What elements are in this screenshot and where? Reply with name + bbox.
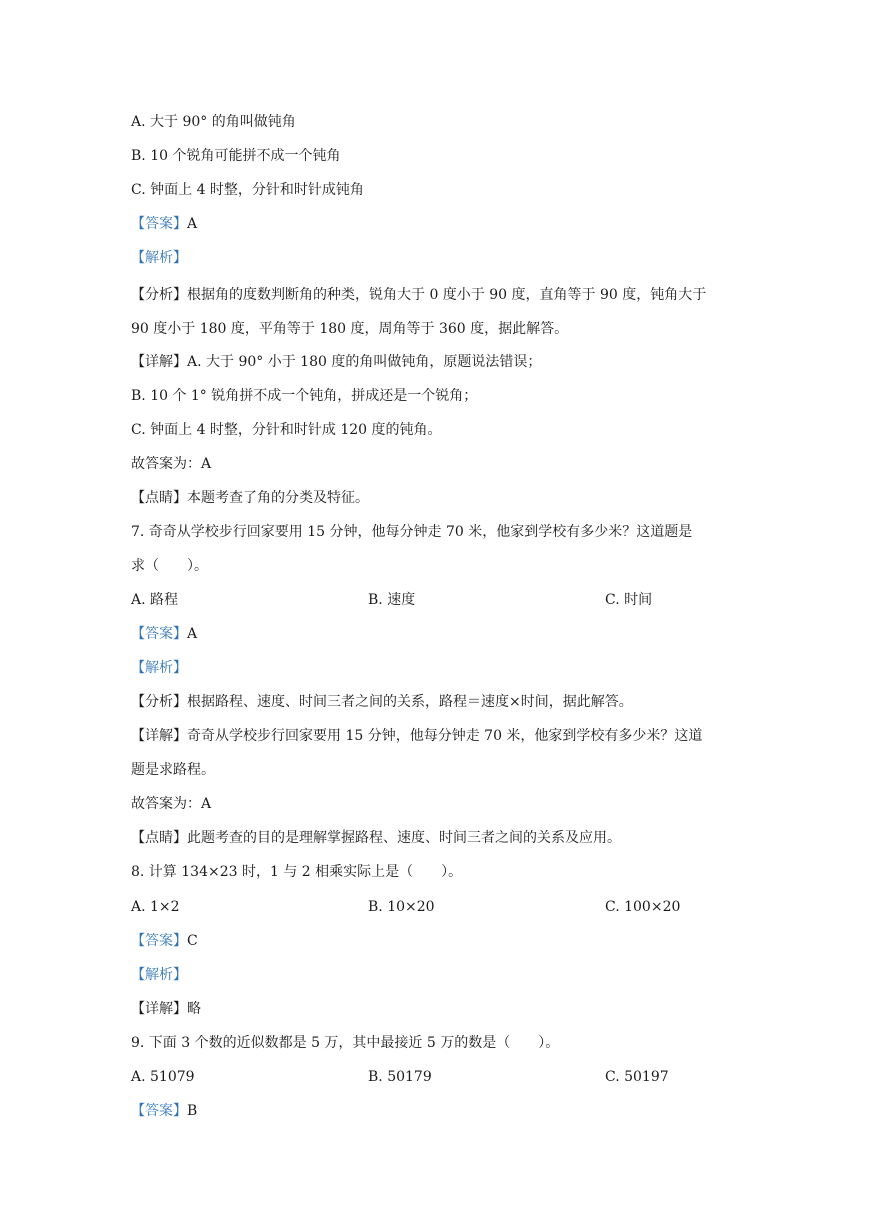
q7-option-c: C. 时间 [605,592,653,608]
q7-xiangjie-line-1 [131,726,702,746]
q8-xiangjie [131,999,201,1019]
answer-value: C [187,933,198,949]
q6-analysis [131,248,187,268]
q8-option-c: C. 100×20 [605,899,681,915]
q7-option-b: B. 速度 [368,592,416,608]
answer-tag: 【答案】 [131,1103,187,1119]
answer-value: A [187,216,198,232]
q7-answer [131,624,197,644]
xiangjie-text: 奇奇从学校步行回家要用 15 分钟，他每分钟走 70 米，他家到学校有多少米？这道 [187,728,703,744]
q7-analysis [131,658,187,678]
xiangjie-text: 略 [187,1001,201,1017]
analysis-tag: 【解析】 [131,967,187,983]
q9-option-b: B. 50179 [368,1069,432,1085]
q8-stem: 8. 计算 134×23 时，1 与 2 相乘实际上是（ ）。 [131,864,463,880]
q7-stem-line-2: 求（ ）。 [131,558,208,574]
q6-option-c: C. 钟面上 4 时整，分针和时针成钝角 [131,182,364,198]
q6-final-answer: 故答案为：A [131,456,212,472]
q7-dianjing [131,828,621,848]
answer-value: B [187,1103,198,1119]
q6-xiangjie-line-1 [131,352,541,372]
dianjing-tag: 【点睛】 [131,490,187,506]
q6-fenxi-line-2: 90 度小于 180 度，平角等于 180 度，周角等于 360 度，据此解答。 [131,321,569,337]
q7-fenxi [131,692,633,712]
analysis-tag: 【解析】 [131,660,187,676]
xiangjie-text: A. 大于 90° 小于 180 度的角叫做钝角，原题说法错误； [187,354,542,370]
answer-tag: 【答案】 [131,933,187,949]
q7-final-answer: 故答案为：A [131,796,212,812]
q7-option-a: A. 路程 [131,592,179,608]
xiangjie-tag: 【详解】 [131,728,187,744]
q6-xiangjie-line-3: C. 钟面上 4 时整，分针和时针成 120 度的钝角。 [131,422,442,438]
q6-dianjing [131,488,369,508]
answer-value: A [187,626,198,642]
analysis-tag: 【解析】 [131,250,187,266]
q6-fenxi-line-1 [131,285,706,305]
q9-option-a: A. 51079 [131,1069,195,1085]
fenxi-text: 根据路程、速度、时间三者之间的关系，路程＝速度×时间，据此解答。 [187,694,633,710]
fenxi-tag: 【分析】 [131,287,187,303]
dianjing-text: 此题考查的目的是理解掌握路程、速度、时间三者之间的关系及应用。 [187,830,621,846]
q7-stem-line-1: 7. 奇奇从学校步行回家要用 15 分钟，他每分钟走 70 米，他家到学校有多少米？这道题是 [131,524,693,540]
q6-answer [131,214,197,234]
answer-tag: 【答案】 [131,216,187,232]
dianjing-tag: 【点睛】 [131,830,187,846]
answer-tag: 【答案】 [131,626,187,642]
dianjing-text: 本题考查了角的分类及特征。 [187,490,369,506]
fenxi-tag: 【分析】 [131,694,187,710]
q8-option-b: B. 10×20 [368,899,435,915]
q7-xiangjie-line-2: 题是求路程。 [131,762,215,778]
q9-answer [131,1101,197,1121]
xiangjie-tag: 【详解】 [131,354,187,370]
xiangjie-tag: 【详解】 [131,1001,187,1017]
q9-stem: 9. 下面 3 个数的近似数都是 5 万，其中最接近 5 万的数是（ ）。 [131,1035,560,1051]
q6-option-a: A. 大于 90° 的角叫做钝角 [131,114,296,130]
q6-option-b: B. 10 个锐角可能拼不成一个钝角 [131,148,341,164]
q6-xiangjie-line-2: B. 10 个 1° 锐角拼不成一个钝角，拼成还是一个锐角； [131,388,478,404]
q8-answer [131,931,198,951]
q8-analysis [131,965,187,985]
q8-option-a: A. 1×2 [131,899,180,915]
q9-option-c: C. 50197 [605,1069,669,1085]
fenxi-text: 根据角的度数判断角的种类，锐角大于 0 度小于 90 度，直角等于 90 度，钝角大于 [187,287,707,303]
